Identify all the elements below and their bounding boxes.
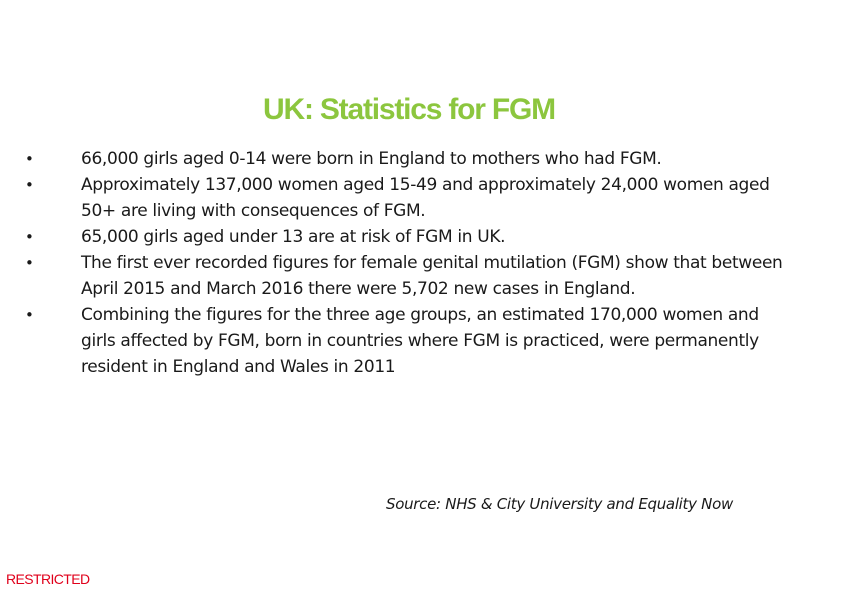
bullet-marker: • bbox=[25, 150, 34, 168]
bullet-text-4: The first ever recorded figures for female genital mutilation (FGM) show that between April 2015 and March 2016 there were 5,702 new cases in England. bbox=[81, 253, 783, 299]
bullet-text-2: Approximately 137,000 women aged 15-49 and approximately 24,000 women aged 50+ are living with consequences of FGM. bbox=[81, 175, 770, 221]
bullet-item-2 bbox=[25, 172, 785, 224]
bullet-list bbox=[25, 146, 785, 380]
bullet-text-3: 65,000 girls aged under 13 are at risk of FGM in UK. bbox=[81, 227, 506, 247]
bullet-text-1: 66,000 girls aged 0-14 were born in England to mothers who had FGM. bbox=[81, 149, 662, 169]
bullet-item-5 bbox=[25, 302, 785, 380]
bullet-text-5: Combining the figures for the three age groups, an estimated 170,000 women and girls affected by FGM, born in countries where FGM is practiced, were permanently resident in England and Wales in 2011 bbox=[81, 305, 759, 377]
bullet-marker: • bbox=[25, 228, 34, 246]
bullet-marker: • bbox=[25, 306, 34, 324]
classification-label: RESTRICTED bbox=[6, 571, 90, 587]
bullet-marker: • bbox=[25, 176, 34, 194]
bullet-item-3 bbox=[25, 224, 785, 250]
slide-title: UK: Statistics for FGM bbox=[263, 93, 555, 127]
source-citation: Source: NHS & City University and Equality Now bbox=[386, 495, 733, 513]
bullet-item-1 bbox=[25, 146, 785, 172]
bullet-marker: • bbox=[25, 254, 34, 272]
bullet-item-4 bbox=[25, 250, 785, 302]
